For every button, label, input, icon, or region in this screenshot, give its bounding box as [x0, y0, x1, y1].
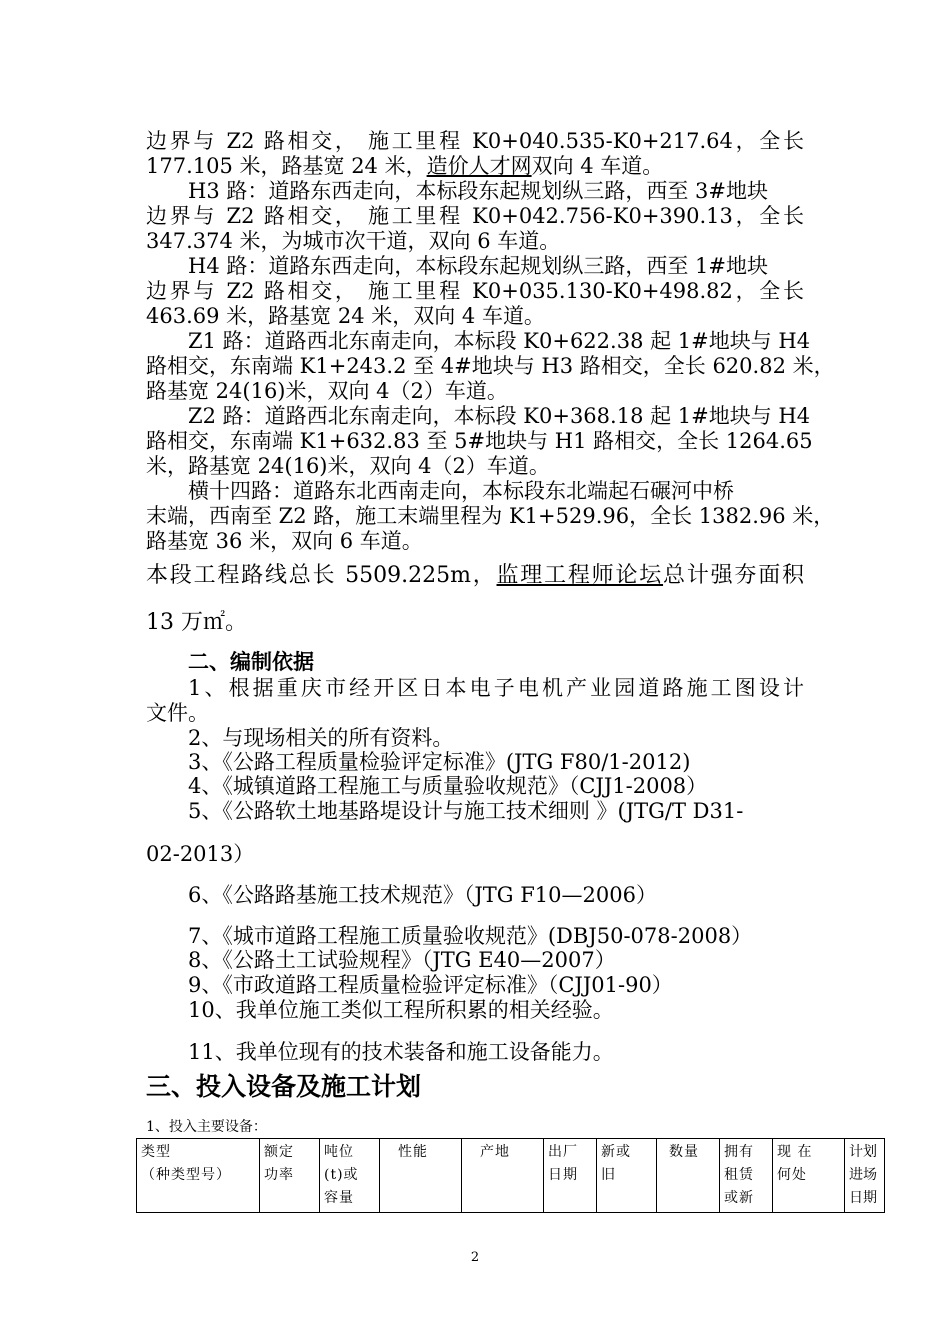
basis-item-1: 1、根据重庆市经开区日本电子电机产业园道路施工图设计	[188, 676, 804, 700]
equipment-table-header-row	[137, 1139, 885, 1213]
basis-item-5-cont: 02-2013）	[146, 842, 255, 866]
basis-item-7: 7、《城市道路工程施工质量验收规范》(DBJ50-078-2008）	[188, 924, 753, 948]
body-line-16: 末端，西南至 Z2 路，施工末端里程为 K1+529.96，全长 1382.96 米，	[146, 504, 835, 528]
body-line-4: 边界与 Z2 路相交， 施工里程 K0+042.756-K0+390.13，全长	[146, 204, 804, 228]
body-line-10: 路相交，东南端 K1+243.2 至 4#地块与 H3 路相交，全长 620.82 米，	[146, 354, 835, 378]
body-line-2	[146, 154, 663, 178]
body-line-11: 路基宽 24(16)米，双向 4（2）车道。	[146, 379, 508, 403]
col-production-date: 出厂 日期	[544, 1139, 597, 1213]
basis-item-2: 2、与现场相关的所有资料。	[188, 726, 454, 750]
body-line-6: H4 路：道路东西走向，本标段东起规划纵三路，西至 1#地块	[188, 254, 768, 278]
body-line-19: 13 万㎡。	[146, 610, 247, 635]
body-line-7: 边界与 Z2 路相交， 施工里程 K0+035.130-K0+498.82，全长	[146, 279, 804, 303]
body-line-13: 路相交，东南端 K1+632.83 至 5#地块与 H1 路相交，全长 1264.65	[146, 429, 813, 453]
col-ownership: 拥有 租赁 或新	[720, 1139, 773, 1213]
equipment-table	[136, 1138, 885, 1213]
body-line-18-text: 本段工程路线总长 5509.225m，	[146, 563, 497, 588]
basis-item-6: 6、《公路路基施工技术规范》（JTG F10—2006）	[188, 883, 657, 907]
col-planned-entry-date: 计划 进场 日期	[845, 1139, 885, 1213]
basis-item-11: 11、我单位现有的技术装备和施工设备能力。	[188, 1040, 614, 1064]
basis-item-3: 3、《公路工程质量检验评定标准》(JTG F80/1-2012)	[188, 750, 691, 774]
col-current-location: 现 在 何处	[773, 1139, 845, 1213]
body-line-17: 路基宽 36 米，双向 6 车道。	[146, 529, 423, 553]
col-tonnage: 吨位 (t)或 容量	[320, 1139, 380, 1213]
basis-item-9: 9、《市政道路工程质量检验评定标准》（CJJ01-90）	[188, 973, 673, 997]
basis-item-4: 4、《城镇道路工程施工与质量验收规范》（CJJ1-2008）	[188, 774, 708, 798]
basis-item-5: 5、《公路软土地基路堤设计与施工技术细则 》(JTG/T D31-	[188, 799, 744, 823]
body-line-12: Z2 路：道路西北东南走向，本标段 K0+368.18 起 1#地块与 H4	[188, 404, 811, 428]
equipment-subheading: 1、投入主要设备：	[146, 1119, 267, 1135]
section-3-heading: 三、投入设备及施工计划	[146, 1072, 422, 1101]
body-line-18	[146, 564, 804, 588]
body-line-14: 米，路基宽 24(16)米，双向 4（2）车道。	[146, 454, 550, 478]
col-new-or-old: 新或 旧	[597, 1139, 657, 1213]
col-quantity: 数量	[657, 1139, 720, 1213]
watermark-link-1[interactable]: 造价人才网	[426, 154, 532, 178]
page-number: 2	[470, 1250, 480, 1265]
body-line-15: 横十四路：道路东北西南走向，本标段东北端起石碾河中桥	[188, 479, 734, 503]
watermark-link-2[interactable]: 监理工程师论坛	[496, 563, 664, 588]
section-2-heading: 二、编制依据	[188, 650, 314, 674]
body-line-18-tail: 总计强夯面积	[663, 563, 804, 588]
col-type: 类型 （种类型号）	[137, 1139, 260, 1213]
body-line-3: H3 路：道路东西走向，本标段东起规划纵三路，西至 3#地块	[188, 179, 768, 203]
basis-item-1-cont: 文件。	[146, 701, 209, 725]
body-line-2-tail: 双向 4 车道。	[531, 154, 664, 178]
col-rated-power: 额定 功率	[260, 1139, 320, 1213]
body-line-9: Z1 路：道路西北东南走向，本标段 K0+622.38 起 1#地块与 H4	[188, 329, 811, 353]
col-performance: 性能	[380, 1139, 462, 1213]
col-origin: 产地	[462, 1139, 544, 1213]
basis-item-8: 8、《公路土工试验规程》（JTG E40—2007）	[188, 948, 616, 972]
basis-item-10: 10、我单位施工类似工程所积累的相关经验。	[188, 998, 614, 1022]
body-line-2-text: 177.105 米，路基宽 24 米，	[146, 154, 427, 178]
body-line-5: 347.374 米，为城市次干道，双向 6 车道。	[146, 229, 561, 253]
body-line-8: 463.69 米，路基宽 24 米，双向 4 车道。	[146, 304, 545, 328]
body-line-1: 边界与 Z2 路相交， 施工里程 K0+040.535-K0+217.64，全长	[146, 129, 804, 153]
